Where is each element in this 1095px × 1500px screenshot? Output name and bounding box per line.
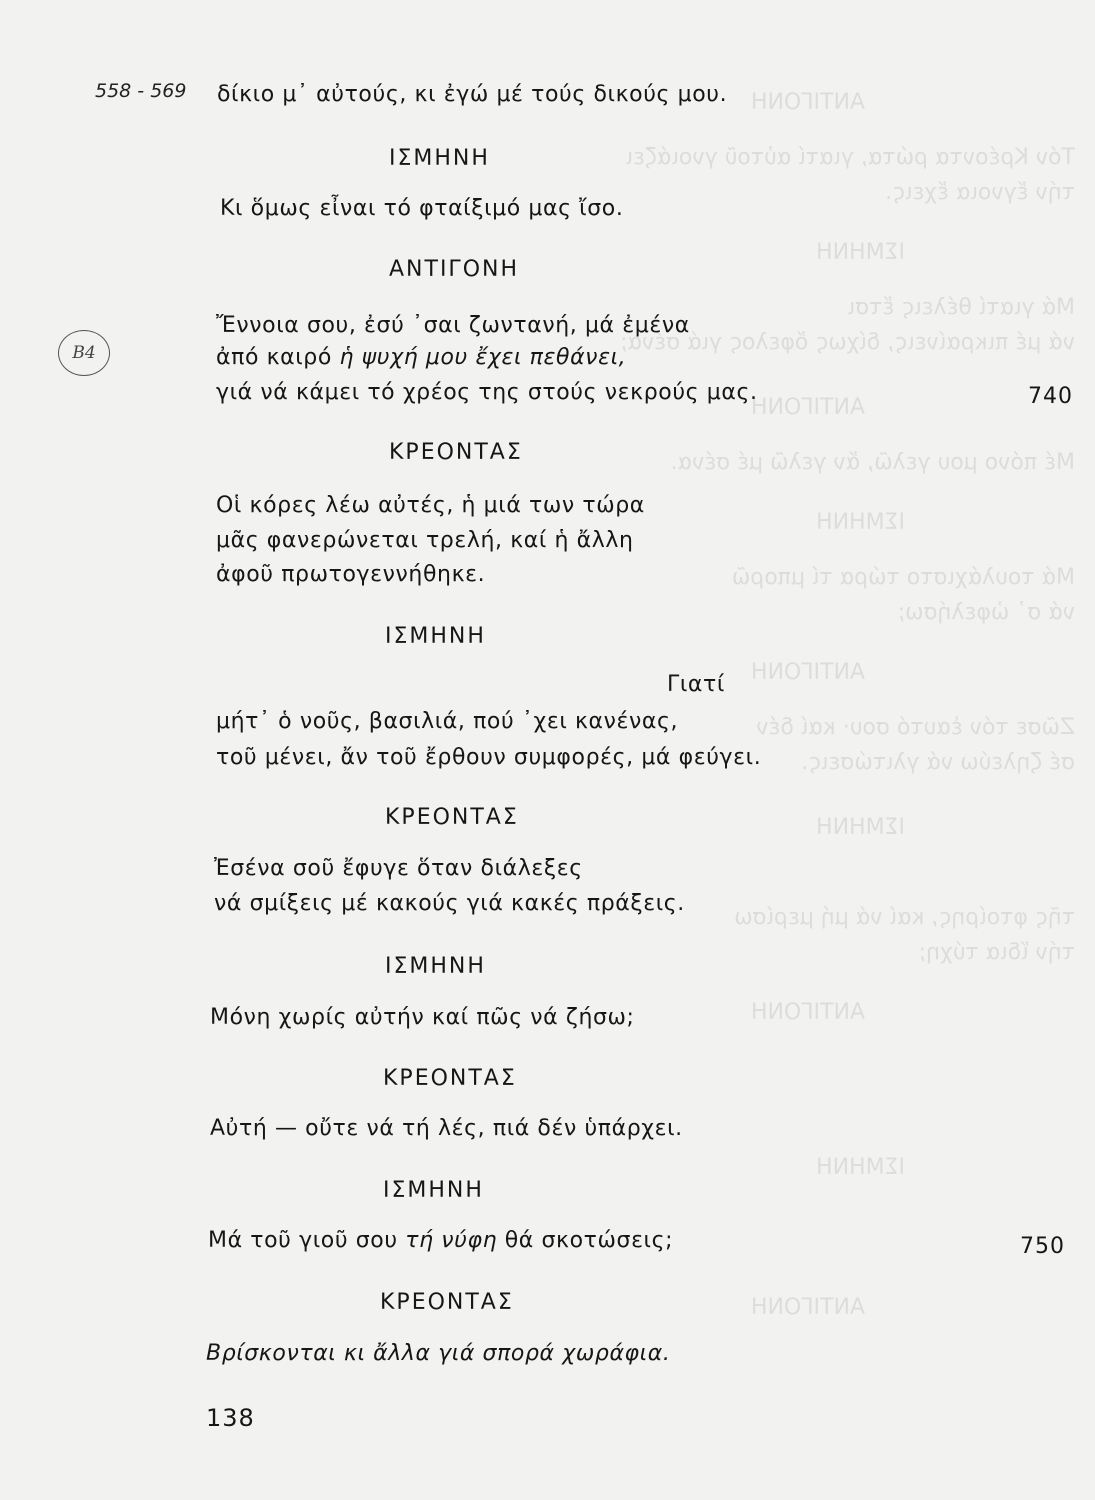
reverse-side-bleed: ΑΝΤΙΓΟΝΗ Τόν Κρέοντα ρώτα, γιατί αὐτοῦ γνοιάζει τήν ἔγνοια ἔχεις. ΙΣΜΗΝΗ Μά γιατί θέλεις ἔτσι νά μέ πικραίνεις, δίχως ὄφελος γιά σένα; ΑΝΤΙΓΟΝΗ Μέ πόνο μου γελῶ, ἄν γελῶ μέ σένα. ΙΣΜΗΝΗ Μά τουλάχιστο τώρα τί μπορῶ νά σ᾽ ὠφελήσω; ΑΝΤΙΓΟΝΗ Ζῶσε τόν ἑαυτό σου· καί δέν σέ ζηλεύω νά γλιτώσεις. ΙΣΜΗΝΗ τῆς φτοίρης, καί νά μή μερίσω τήν ἴδια τύχη; ΑΝΤΙΓΟΝΗ ΙΣΜΗΝΗ ΑΝΤΙΓΟΝΗ — [620, 90, 1075, 1320]
italic-phrase: τή νύφη — [405, 1228, 498, 1253]
verse-line: νά σμίξεις μέ κακούς γιά κακές πράξεις. — [214, 891, 685, 916]
speaker-creon: ΚΡΕΟΝΤΑΣ — [389, 440, 523, 465]
speaker-creon: ΚΡΕΟΝΤΑΣ — [385, 805, 519, 830]
verse-line: μήτ᾽ ὁ νοῦς, βασιλιά, πού ᾽χει κανένας, — [216, 709, 679, 734]
speaker-ismene: ΙΣΜΗΝΗ — [385, 954, 486, 979]
speaker-creon: ΚΡΕΟΝΤΑΣ — [383, 1066, 517, 1091]
verse-line: Βρίσκονται κι ἄλλα γιά σπορά χωράφια. — [206, 1341, 671, 1366]
verse-line: Γιατί — [667, 672, 725, 697]
verse-line: ἀπό καιρό ἡ ψυχή μου ἔχει πεθάνει, — [216, 345, 627, 370]
line-reference: 558 - 569 — [95, 80, 187, 102]
verse-line: ἀφοῦ πρωτογεννήθηκε. — [216, 562, 486, 587]
speaker-ismene: ΙΣΜΗΝΗ — [389, 146, 490, 171]
opening-line: δίκιο μ᾽ αὐτούς, κι ἐγώ μέ τούς δικούς μου. — [217, 82, 728, 107]
verse-line: Κι ὅμως εἶναι τό φταίξιμό μας ἴσο. — [220, 196, 624, 221]
speaker-antigone: ΑΝΤΙΓΟΝΗ — [389, 257, 520, 282]
italic-phrase: ἡ ψυχή μου ἔχει πεθάνει, — [339, 345, 627, 370]
page-number: 138 — [206, 1404, 255, 1432]
verse-line: Μά τοῦ γιοῦ σου τή νύφη θά σκοτώσεις; — [208, 1228, 674, 1253]
speaker-ismene: ΙΣΜΗΝΗ — [385, 624, 486, 649]
verse-line: μᾶς φανερώνεται τρελή, καί ἡ ἄλλη — [216, 528, 634, 553]
verse-line: Ἔννοια σου, ἐσύ ᾽σαι ζωντανή, μά ἐμένα — [216, 313, 690, 338]
verse-line: Ἐσένα σοῦ ἔφυγε ὅταν διάλεξες — [214, 856, 583, 881]
verse-line: Οἱ κόρες λέω αὐτές, ἡ μιά των τώρα — [216, 493, 645, 518]
verse-line: τοῦ μένει, ἄν τοῦ ἔρθουν συμφορές, μά φεύγει. — [216, 745, 762, 770]
speaker-creon: ΚΡΕΟΝΤΑΣ — [380, 1290, 514, 1315]
speaker-ismene: ΙΣΜΗΝΗ — [383, 1178, 484, 1203]
verse-line: γιά νά κάμει τό χρέος της στούς νεκρούς μας. — [216, 380, 758, 405]
line-number: 740 — [1028, 384, 1073, 409]
verse-line: Αὐτή — οὔτε νά τή λές, πιά δέν ὑπάρχει. — [210, 1116, 683, 1141]
line-number: 750 — [1020, 1234, 1065, 1259]
verse-line: Μόνη χωρίς αὐτήν καί πῶς νά ζήσω; — [210, 1005, 635, 1030]
handwritten-stamp: B4 — [58, 330, 110, 376]
